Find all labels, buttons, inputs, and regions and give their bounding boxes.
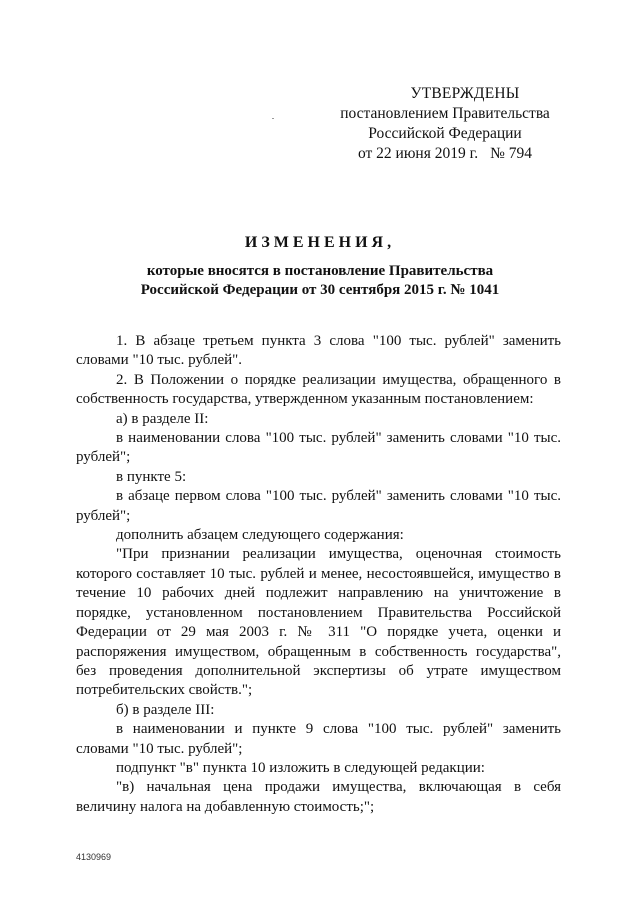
approval-line-government: постановлением Правительства	[340, 105, 550, 122]
paragraph-11: подпункт "в" пункта 10 изложить в следующей редакции:	[116, 759, 485, 776]
document-id: 4130969	[76, 852, 112, 862]
approval-heading: УТВЕРЖДЕНЫ	[410, 85, 520, 102]
approval-block	[330, 84, 560, 164]
scan-speck	[272, 118, 274, 119]
paragraph-8: "При признании реализации имущества, оценочная стоимость которого составляет 10 тыс. рублей и менее, несостоявшейся, имущество в течение 10 рабочих дней подлежит направлению на уничтожение в порядке, установленном постановлением Правительства Российской Федерации от 29 мая 2003 г. № 311 "О порядке учета, оценки и распоряжения имуществом, обращенным в собственность государства", без проведения дополнительной экспертизы об утрате имуществом потребительских свойств.";	[76, 546, 561, 699]
document-title: ИЗМЕНЕНИЯ,	[244, 234, 396, 251]
paragraph-3: а) в разделе II:	[116, 410, 209, 427]
paragraph-6: в абзаце первом слова "100 тыс. рублей" заменить словами "10 тыс. рублей";	[76, 488, 561, 524]
paragraph-7: дополнить абзацем следующего содержания:	[116, 527, 404, 544]
approval-date-line	[330, 144, 560, 164]
paragraph-12: "в) начальная цена продажи имущества, включающая в себя величину налога на добавленную стоимость;";	[76, 779, 561, 815]
paragraph-10: в наименовании и пункте 9 слова "100 тыс. рублей" заменить словами "10 тыс. рублей";	[76, 721, 561, 757]
subtitle-line-1: которые вносятся в постановление Правительства	[146, 263, 494, 279]
approval-number: № 794	[490, 145, 533, 162]
approval-line-federation: Российской Федерации	[368, 125, 522, 142]
paragraph-1: 1. В абзаце третьем пункта 3 слова "100 тыс. рублей" заменить словами "10 тыс. рублей".	[76, 333, 561, 369]
approval-date: от 22 июня 2019 г.	[357, 145, 479, 162]
paragraph-5: в пункте 5:	[116, 468, 187, 485]
paragraph-4: в наименовании слова "100 тыс. рублей" заменить словами "10 тыс. рублей";	[76, 430, 561, 466]
paragraph-9: б) в разделе III:	[116, 701, 215, 718]
document-subtitle	[100, 262, 540, 300]
paragraph-2: 2. В Положении о порядке реализации имущества, обращенного в собственность государства, утвержденном указанным постановлением:	[76, 371, 561, 408]
document-body	[76, 332, 561, 817]
subtitle-line-2: Российской Федерации от 30 сентября 2015 г. № 1041	[140, 282, 500, 298]
